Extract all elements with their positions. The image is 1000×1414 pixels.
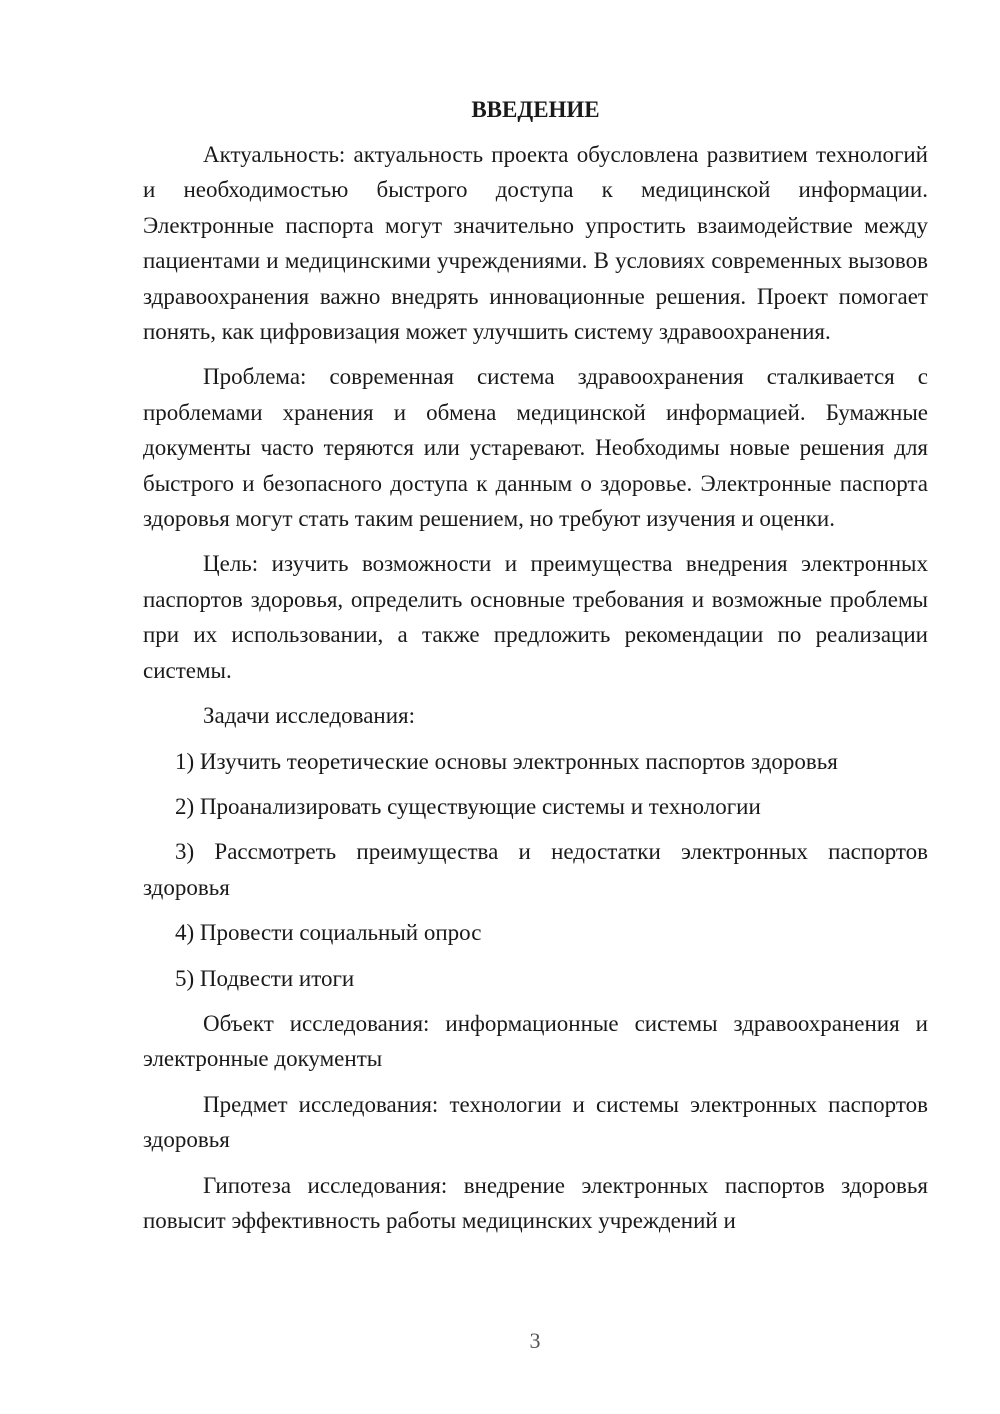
paragraph-subject: Предмет исследования: технологии и системы электронных паспортов здоровья <box>143 1091 928 1153</box>
paragraph-relevance: Актуальность: актуальность проекта обусловлена развитием технологий и необходимостью быстрого доступа к медицинской информации. Электронные паспорта могут значительно упростить взаимодействие между пациентами и медицинскими учреждениями. В условиях современных вызовов здравоохранения важно внедрять инновационные решения. Проект помогает понять, как цифровизация может улучшить систему здравоохранения. <box>143 142 928 345</box>
paragraph-object: Объект исследования: информационные системы здравоохранения и электронные документы <box>143 1010 928 1072</box>
task-item-5: 5) Подвести итоги <box>175 965 355 991</box>
paragraph-hypothesis: Гипотеза исследования: внедрение электронных паспортов здоровья повысит эффективность работы медицинских учреждений и <box>143 1172 928 1233</box>
section-heading: ВВЕДЕНИЕ <box>471 97 600 122</box>
task-item-4: 4) Провести социальный опрос <box>175 920 482 946</box>
page-number: 3 <box>529 1328 541 1353</box>
paragraph-problem: Проблема: современная система здравоохранения сталкивается с проблемами хранения и обмена медицинской информацией. Бумажные документы часто теряются или устаревают. Необходимы новые решения для быстрого и безопасного доступа к данным о здоровье. Электронные паспорта здоровья могут стать таким решением, но требуют изучения и оценки. <box>143 364 928 532</box>
task-item-2: 2) Проанализировать существующие системы и технологии <box>175 793 761 819</box>
task-item-1: 1) Изучить теоретические основы электронных паспортов здоровья <box>175 748 838 774</box>
paragraph-goal: Цель: изучить возможности и преимущества внедрения электронных паспортов здоровья, определить основные требования и возможные проблемы при их использовании, а также предложить рекомендации по реализации системы. <box>143 551 928 683</box>
task-item-3: 3) Рассмотреть преимущества и недостатки электронных паспортов здоровья <box>143 839 928 900</box>
document-page <box>143 92 928 1248</box>
paragraph-tasks-heading: Задачи исследования: <box>203 703 416 729</box>
